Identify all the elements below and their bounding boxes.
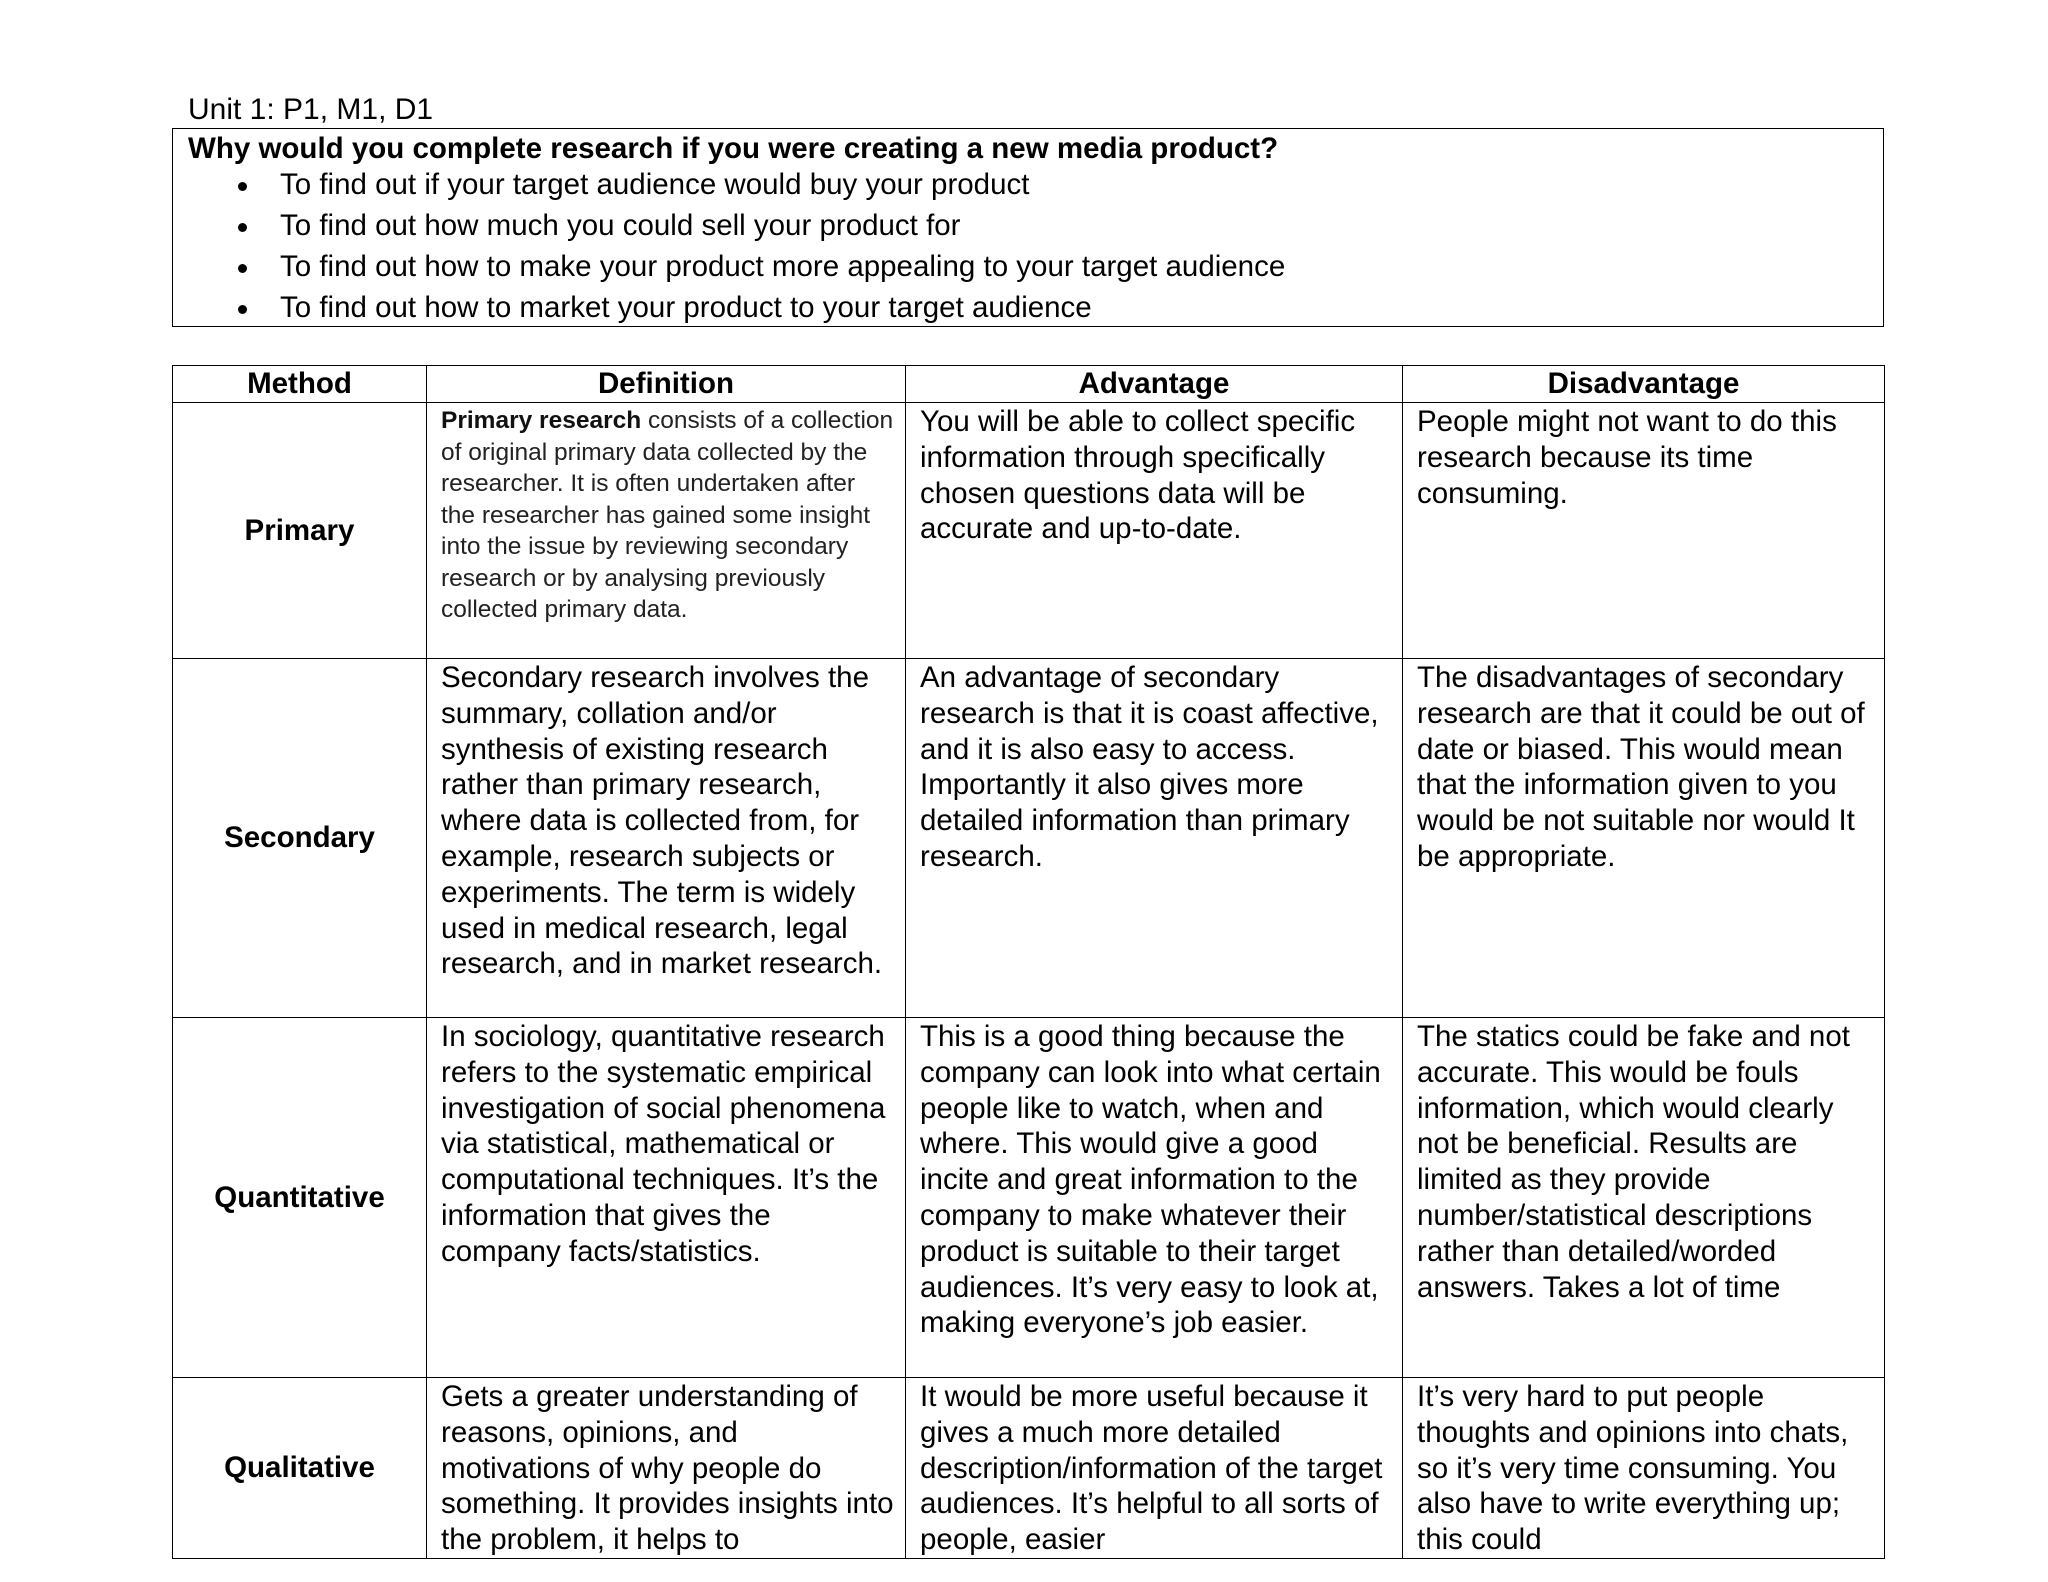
unit-header: Unit 1: P1, M1, D1 [188, 93, 434, 126]
table-header-row [173, 366, 1885, 403]
disadvantage-cell: People might not want to do this research because its time consuming. [1403, 403, 1885, 659]
method-cell: Primary [173, 403, 427, 659]
question-box [172, 128, 1884, 327]
definition-text: consists of a collection of original primary data collected by the researcher. It is often undertaken after the researcher has gained some insight into the issue by reviewing secondary research or by analysing previously collected primary data. [441, 407, 894, 623]
disadvantage-cell: It’s very hard to put people thoughts and opinions into chats, so it’s very time consuming. You also have to write everything up; this could [1403, 1378, 1885, 1559]
definition-cell: In sociology, quantitative research refers to the systematic empirical investigation of social phenomena via statistical, mathematical or computational techniques. It’s the information that gives the company facts/statistics. [427, 1018, 906, 1378]
bullet-dot-icon [238, 264, 247, 273]
table-row [173, 403, 1885, 659]
definition-term: Primary research [441, 407, 642, 434]
disadvantage-cell: The disadvantages of secondary research are that it could be out of date or biased. This would mean that the information given to you would be not suitable nor would It be appropriate. [1403, 659, 1885, 1018]
advantage-cell: This is a good thing because the company can look into what certain people like to watch, when and where. This would give a good incite and great information to the company to make whatever their product is suitable to their target audiences. It’s very easy to look at, making everyone’s job easier. [906, 1018, 1403, 1378]
disadvantage-cell: The statics could be fake and not accurate. This would be fouls information, which would clearly not be beneficial. Results are limited as they provide number/statistical descriptions rather than detailed/worded answers. Takes a lot of time [1403, 1018, 1885, 1378]
method-cell: Secondary [173, 659, 427, 1018]
advantage-cell: You will be able to collect specific information through specifically chosen questions data will be accurate and up-to-date. [906, 403, 1403, 659]
bullet-text: To find out if your target audience would buy your product [280, 168, 1030, 201]
column-header-method: Method [173, 366, 427, 403]
column-header-advantage: Advantage [906, 366, 1403, 403]
bullet-item [173, 208, 1285, 249]
bullet-item [173, 249, 1285, 290]
advantage-cell: An advantage of secondary research is that it is coast affective, and it is also easy to access. Importantly it also gives more detailed information than primary research. [906, 659, 1403, 1018]
bullet-item [173, 290, 1285, 331]
method-cell: Quantitative [173, 1018, 427, 1378]
bullet-text: To find out how to market your product to your target audience [280, 291, 1092, 324]
table-row [173, 1378, 1885, 1559]
advantage-cell: It would be more useful because it gives a much more detailed description/information of the target audiences. It’s helpful to all sorts of people, easier [906, 1378, 1403, 1559]
column-header-definition: Definition [427, 366, 906, 403]
definition-cell [427, 403, 906, 659]
question-title: Why would you complete research if you were creating a new media product? [188, 132, 1279, 165]
bullet-dot-icon [238, 223, 247, 232]
table-row [173, 659, 1885, 1018]
table-row [173, 1018, 1885, 1378]
method-cell: Qualitative [173, 1378, 427, 1559]
definition-cell: Gets a greater understanding of reasons, opinions, and motivations of why people do something. It provides insights into the problem, it helps to [427, 1378, 906, 1559]
bullet-dot-icon [238, 182, 247, 191]
bullet-text: To find out how to make your product more appealing to your target audience [280, 250, 1286, 283]
question-bullet-list [173, 167, 1285, 331]
definition-cell: Secondary research involves the summary, collation and/or synthesis of existing research rather than primary research, where data is collected from, for example, research subjects or experiments. The term is widely used in medical research, legal research, and in market research. [427, 659, 906, 1018]
bullet-text: To find out how much you could sell your product for [280, 209, 961, 242]
bullet-dot-icon [238, 305, 247, 314]
research-methods-table [172, 365, 1885, 1559]
bullet-item [173, 167, 1285, 208]
column-header-disadvantage: Disadvantage [1403, 366, 1885, 403]
